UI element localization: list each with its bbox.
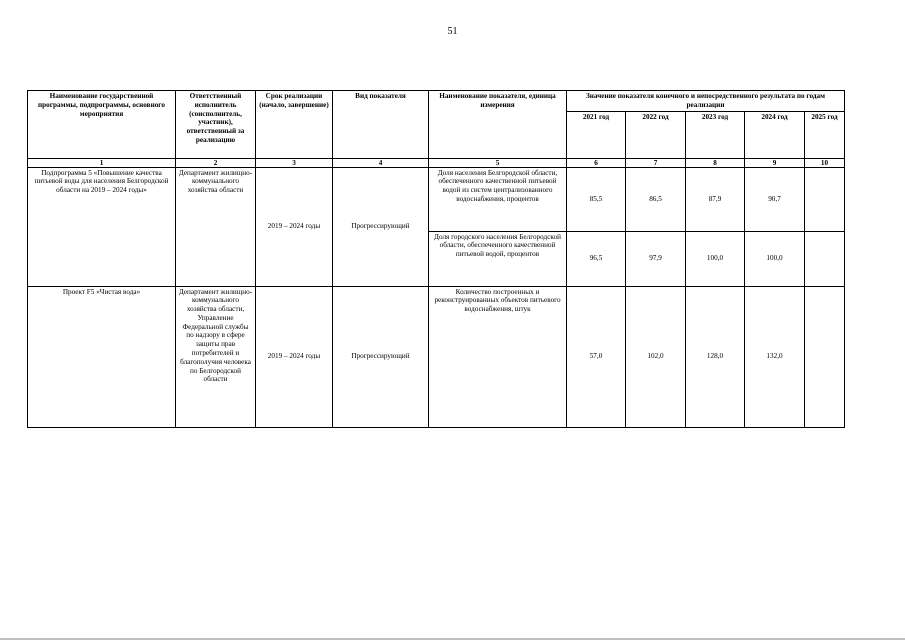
value-cell (805, 231, 845, 286)
program-cell: Подпрограмма 5 «Повышение качества питьевой воды для населения Белгородской области на 2019 – 2024 годы» (28, 167, 176, 286)
header-year-2023: 2023 год (686, 111, 745, 158)
value-cell: 128,0 (686, 286, 745, 427)
column-number-row (28, 158, 845, 167)
header-indicator-type: Вид показателя (333, 91, 429, 159)
header-year-2025: 2025 год (805, 111, 845, 158)
header-executor: Ответственный исполнитель (соисполнитель, участник), ответственный за реализацию (176, 91, 256, 159)
header-year-2022: 2022 год (626, 111, 686, 158)
value-cell: 85,5 (567, 167, 626, 231)
indicator-type-cell: Прогрессирующий (333, 167, 429, 286)
column-number: 4 (333, 158, 429, 167)
table-row (28, 286, 845, 427)
column-number: 5 (429, 158, 567, 167)
column-number: 7 (626, 158, 686, 167)
table-row (28, 167, 845, 231)
value-cell: 132,0 (745, 286, 805, 427)
value-cell: 97,9 (626, 231, 686, 286)
executor-cell: Департамент жилищно-коммунального хозяйства области, Управление Федеральной службы по надзору в сфере защиты прав потребителей и благополучия человека по Белгородской области (176, 286, 256, 427)
header-values-group: Значение показателя конечного и непосредственного результата по годам реализации (567, 91, 845, 112)
indicator-name-cell: Количество построенных и реконструированных объектов питьевого водоснабжения, штук (429, 286, 567, 427)
program-cell: Проект F5 «Чистая вода» (28, 286, 176, 427)
header-period: Срок реализации (начало, завершение) (256, 91, 333, 159)
value-cell (805, 286, 845, 427)
column-number: 3 (256, 158, 333, 167)
column-number: 1 (28, 158, 176, 167)
indicator-name-cell: Доля городского населения Белгородской области, обеспеченного качественной питьевой водой, процентов (429, 231, 567, 286)
header-row (28, 91, 845, 112)
column-number: 9 (745, 158, 805, 167)
column-number: 6 (567, 158, 626, 167)
indicator-type-cell: Прогрессирующий (333, 286, 429, 427)
page-number: 51 (447, 26, 458, 37)
column-number: 10 (805, 158, 845, 167)
value-cell (805, 167, 845, 231)
period-cell: 2019 – 2024 годы (256, 167, 333, 286)
period-cell: 2019 – 2024 годы (256, 286, 333, 427)
column-number: 8 (686, 158, 745, 167)
value-cell: 100,0 (686, 231, 745, 286)
value-cell: 87,9 (686, 167, 745, 231)
indicator-table (27, 90, 845, 428)
value-cell: 86,5 (626, 167, 686, 231)
executor-cell: Департамент жилищно-коммунального хозяйства области (176, 167, 256, 286)
header-indicator-name: Наименование показателя, единица измерения (429, 91, 567, 159)
value-cell: 90,7 (745, 167, 805, 231)
value-cell: 102,0 (626, 286, 686, 427)
indicator-name-cell: Доля населения Белгородской области, обеспеченного качественной питьевой водой из систем централизованного водоснабжения, процентов (429, 167, 567, 231)
header-year-2021: 2021 год (567, 111, 626, 158)
value-cell: 57,0 (567, 286, 626, 427)
column-number: 2 (176, 158, 256, 167)
header-program: Наименование государственной программы, подпрограммы, основного мероприятия (28, 91, 176, 159)
header-year-2024: 2024 год (745, 111, 805, 158)
value-cell: 100,0 (745, 231, 805, 286)
value-cell: 96,5 (567, 231, 626, 286)
